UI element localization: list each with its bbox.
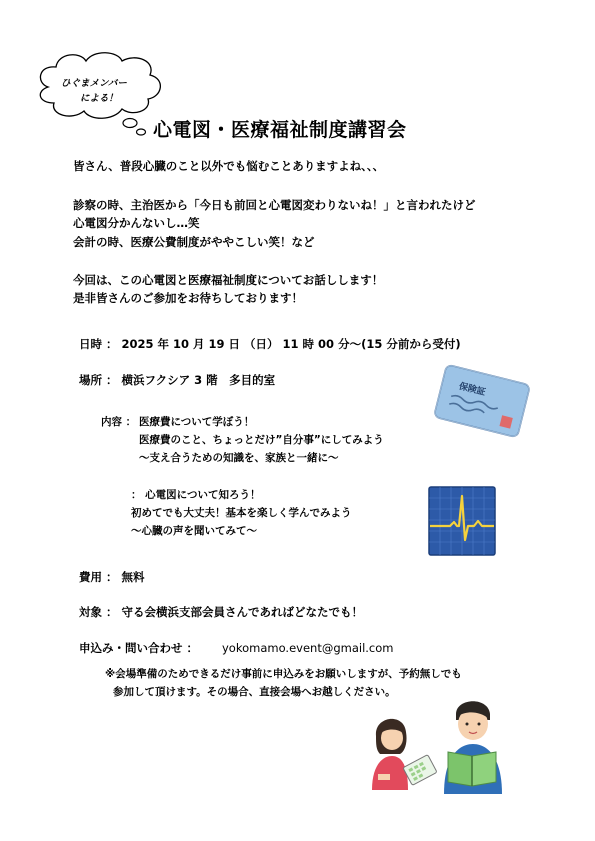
note-line-1: ※会場準備のためできるだけ事前に申込みをお願いしますが、予約無しでも xyxy=(105,668,462,680)
event-datetime: 日時 ： 2025 年 10 月 19 日 （日） 11 時 00 分～(15 分前から受付) xyxy=(79,337,461,351)
contact-label: 申込み・問い合わせ ： xyxy=(79,641,199,655)
ecg-monitor-icon xyxy=(428,486,496,556)
event-target: 対象 ： 守る会横浜支部会員さんであればどなたでも！ xyxy=(79,605,364,619)
note-line-2: 参加して頂けます。その場合、直接会場へお越しください。 xyxy=(113,686,396,698)
intro-line-5: 今回は、この心電図と医療福祉制度についてお話しします！ xyxy=(73,273,384,287)
intro-line-2: 診察の時、主治医から「今日も前回と心電図変わりないね！」と言われたけど xyxy=(73,198,476,212)
insurance-card-label: 保険証 xyxy=(457,381,487,399)
content-item2-line2: ～心臓の声を聞いてみて～ xyxy=(131,525,257,537)
event-fee: 費用 ： 無料 xyxy=(79,570,145,584)
page-title: 心電図・医療福祉制度講習会 xyxy=(153,119,407,141)
intro-line-1: 皆さん、普段心臓のこと以外でも悩むことありますよね、、、 xyxy=(73,159,385,173)
intro-line-6: 是非皆さんのご参加をお待ちしております！ xyxy=(73,291,303,305)
content-item1-line2: ～支え合うための知識を、家族と一緒に～ xyxy=(139,452,339,464)
event-place: 場所 ： 横浜フクシア 3 階 多目的室 xyxy=(79,373,276,387)
ecg-illustration xyxy=(428,486,496,560)
insurance-card-icon xyxy=(433,360,531,442)
bubble-line1: ひぐまメンバー xyxy=(61,78,127,89)
bubble-line2: による！ xyxy=(80,93,119,104)
content-item2-title: ： 心電図について知ろう！ xyxy=(131,489,261,501)
content-label: 内容 ： xyxy=(101,416,137,428)
content-item1-line1: 医療費のこと、ちょっとだけ”自分事”にしてみよう xyxy=(139,434,384,446)
content-item1-title: 医療費について学ぼう！ xyxy=(139,416,255,428)
contact-email[interactable]: yokomamo.event@gmail.com xyxy=(222,641,394,655)
insurance-card-illustration xyxy=(433,360,531,446)
content-item2-line1: 初めてでも大丈夫！基本を楽しく学んでみよう xyxy=(131,507,352,519)
people-studying-icon xyxy=(364,694,514,794)
people-illustration xyxy=(364,694,514,798)
intro-line-4: 会計の時、医療公費制度がややこしい笑！など xyxy=(73,235,315,249)
intro-line-3: 心電図分かんないし…笑 xyxy=(73,216,200,230)
